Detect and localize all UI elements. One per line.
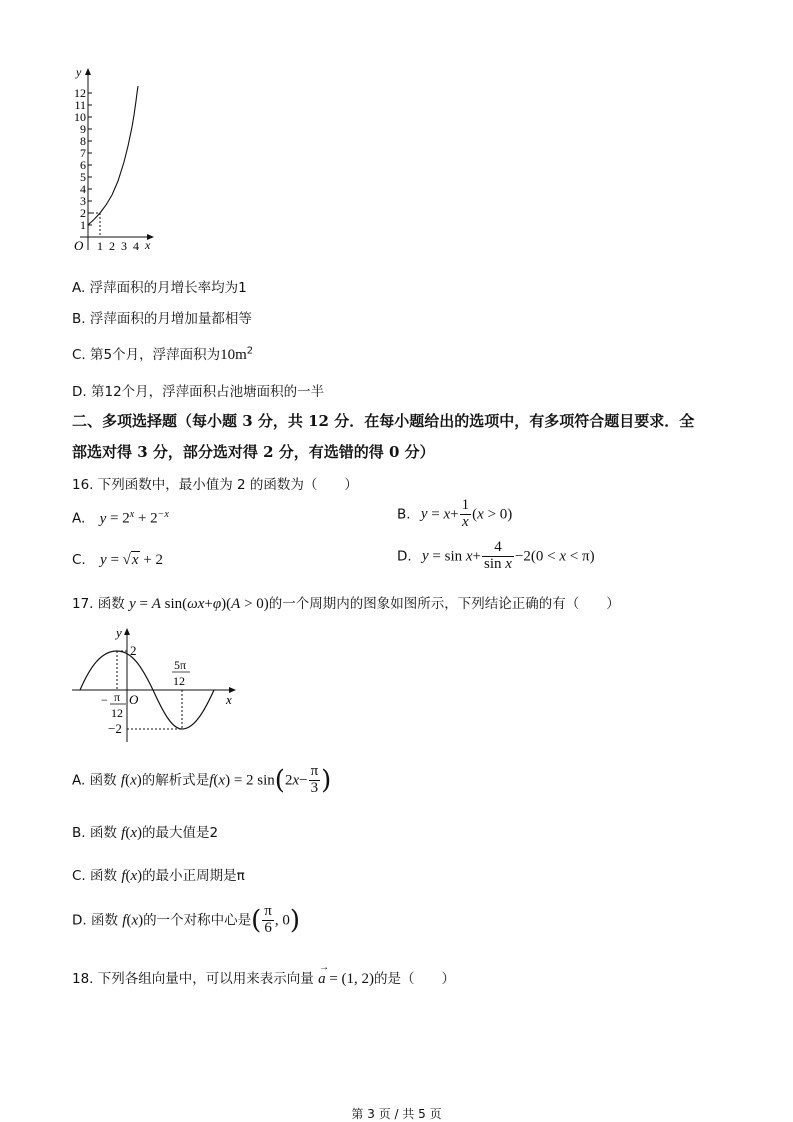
section-heading-line1: 二、多项选择题（每小题 3 分，共 12 分．在每小题给出的选项中，有多项符合题目要求．全	[72, 412, 695, 430]
right-denominator: 12	[173, 674, 185, 688]
q17-option-a-prefix: A. 函数	[72, 772, 117, 789]
q17-option-c-prefix: C. 函数	[72, 868, 118, 884]
q15-option-b: B. 浮萍面积的月增加量都相等	[72, 311, 252, 327]
q15-option-c-text: C. 第5个月，浮萍面积为	[72, 347, 221, 363]
q17-option-b-prefix: B. 函数	[72, 825, 117, 841]
q16-option-c: C. y = √x + 2	[72, 552, 164, 568]
exponential-curve	[88, 86, 138, 225]
origin-label: O	[74, 238, 84, 253]
max-label: 2	[130, 643, 137, 658]
q17-option-d-prefix: D. 函数	[72, 912, 118, 929]
y-tick-label: 9	[80, 122, 86, 136]
section-heading-line2: 部选对得 3 分，部分选对得 2 分，有选错的得 0 分）	[72, 443, 435, 461]
y-tick-label: 8	[80, 134, 86, 148]
q16-option-b: B. y = x+ $\frac{1}{x}$ (x > 0)	[397, 497, 513, 530]
q17-stem-prefix: 17. 函数	[72, 596, 125, 612]
y-tick-label: 10	[74, 110, 86, 124]
q16-option-d-label: D.	[397, 548, 412, 565]
q16-option-c-label: C.	[72, 552, 86, 568]
q17-option-b: B. 函数 f(x)的最大值是2	[72, 825, 219, 841]
q16-stem: 16. 下列函数中，最小值为 2 的函数为（ ）	[72, 477, 358, 493]
x-tick-label: 1	[97, 239, 103, 253]
q16-option-d: D. y = sin x+ $\frac{4}{\text{sin x}}$ −2(0 < x < π)	[397, 539, 595, 572]
y-tick-label: 12	[74, 86, 86, 100]
y-tick-label: 4	[80, 182, 86, 196]
y-axis-arrow	[124, 628, 130, 635]
x-axis-label: x	[226, 692, 232, 707]
growth-graph	[68, 64, 163, 260]
q17-option-a-middle: 的解析式是	[141, 772, 210, 789]
right-numerator: 5π	[174, 658, 187, 672]
x-tick-label: 3	[121, 239, 127, 253]
q16-option-b-label: B.	[397, 506, 411, 523]
q17-option-a: A. 函数 f(x)的解析式是f(x) = 2 sin(2x− $\frac{\pi}{3}$ )	[72, 763, 332, 796]
q17-option-d-suffix: 的一个对称中心是	[143, 912, 252, 929]
q18-stem-suffix: 的是（ ）	[374, 971, 456, 987]
q17-option-b-suffix: 的最大值是2	[142, 825, 219, 841]
x-tick-label: 4	[133, 239, 139, 253]
q17-stem-suffix: 的一个周期内的图象如图所示，下列结论正确的有（ ）	[268, 596, 620, 612]
x-axis-label: x	[145, 238, 151, 252]
q15-option-a: A. 浮萍面积的月增长率均为1	[72, 280, 247, 296]
q15-option-d: D. 第12个月，浮萍面积占池塘面积的一半	[72, 384, 325, 400]
q17-option-c-suffix: 的最小正周期是π	[142, 868, 245, 884]
y-axis-arrow	[85, 68, 91, 75]
q17-option-c: C. 函数 f(x)的最小正周期是π	[72, 868, 245, 884]
page-footer: 第 3 页 / 共 5 页	[351, 1107, 442, 1121]
min-label: −2	[108, 721, 122, 736]
origin-label: O	[129, 692, 139, 707]
q15-option-c-value: 10m	[220, 347, 247, 363]
y-axis-label: y	[76, 65, 82, 79]
left-sign: −	[101, 693, 108, 707]
q16-option-a-label: A.	[72, 510, 86, 527]
y-tick-label: 7	[80, 146, 86, 160]
y-tick-label: 1	[80, 218, 86, 232]
y-ticks	[88, 93, 92, 225]
y-tick-label: 11	[74, 98, 86, 112]
y-axis-label: y	[116, 625, 122, 640]
q15-option-c-exponent: 2	[246, 345, 254, 357]
y-tick-label: 5	[80, 170, 86, 184]
sine-graph	[68, 622, 248, 744]
left-numerator: π	[114, 690, 121, 704]
q18-stem-prefix: 18. 下列各组向量中，可以用来表示向量	[72, 971, 314, 987]
q18-stem: 18. 下列各组向量中，可以用来表示向量 a → = (1, 2)的是（ ）	[72, 962, 456, 987]
q17-option-d: D. 函数 f(x)的一个对称中心是( $\frac{\pi}{6}$ , 0)	[72, 903, 301, 936]
q17-stem: 17. 函数 y = A sin(ωx+φ)(A > 0)的一个周期内的图象如图所示，下列结论正确的有（ ）	[72, 596, 620, 612]
y-tick-label: 2	[80, 206, 86, 220]
q15-option-c	[72, 343, 253, 364]
x-tick-label: 2	[109, 239, 115, 253]
left-denominator: 12	[111, 706, 123, 720]
y-tick-label: 6	[80, 158, 86, 172]
y-tick-label: 3	[80, 194, 86, 208]
q16-option-a: A. $y = 2^x + 2^{-x}$	[72, 509, 169, 527]
